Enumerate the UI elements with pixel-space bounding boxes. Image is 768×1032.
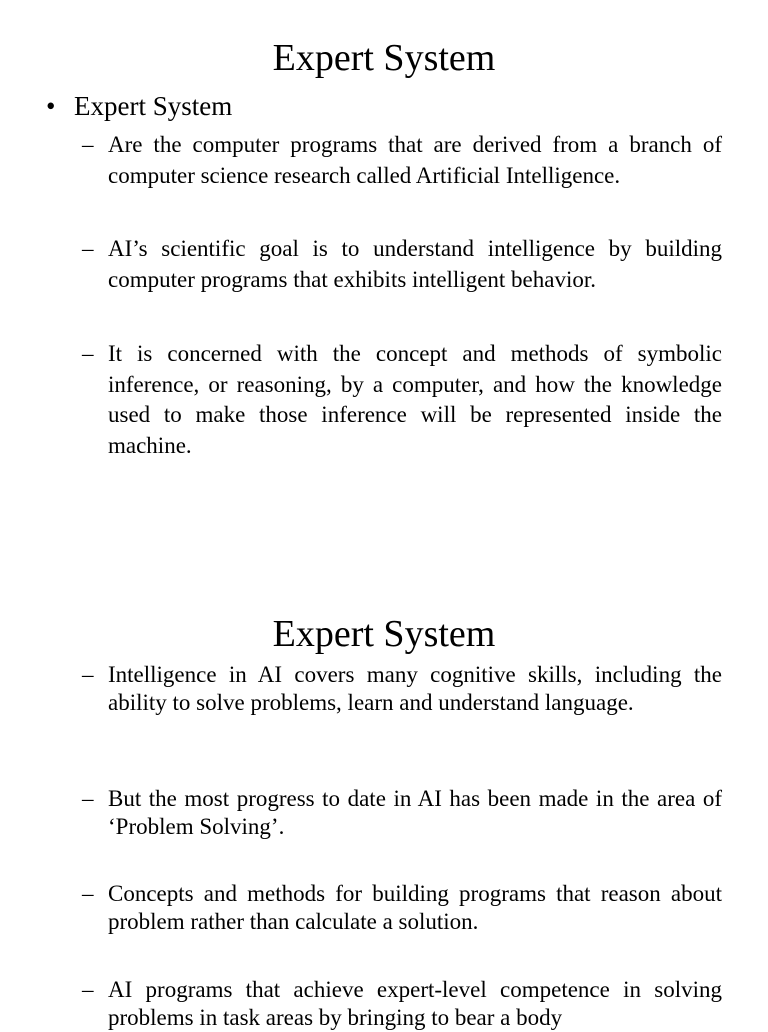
- slide-title: Expert System: [272, 37, 496, 79]
- sub-item-text: AI programs that achieve expert-level competence in solving problems in task areas by bringing to bear a body: [108, 977, 722, 1030]
- sub-item: [82, 130, 722, 191]
- sub-item-text: It is concerned with the concept and methods of symbolic inference, or reasoning, by a computer, and how the knowledge used to make those inference will be represented inside the machine.: [108, 341, 722, 458]
- bullet-marker: •: [46, 91, 56, 121]
- sub-item: [82, 785, 722, 841]
- sub-item: [82, 661, 722, 717]
- sub-item-text: But the most progress to date in AI has been made in the area of ‘Problem Solving’.: [108, 786, 722, 839]
- sub-item: [82, 339, 722, 461]
- dash-marker: –: [82, 132, 94, 157]
- dash-marker: –: [82, 341, 94, 366]
- bullet-text: Expert System: [74, 91, 233, 121]
- bullet-item: [46, 90, 232, 122]
- dash-marker: –: [82, 236, 94, 261]
- dash-marker: –: [82, 662, 94, 687]
- slide-title: Expert System: [272, 613, 496, 655]
- dash-marker: –: [82, 786, 94, 811]
- slide-2: [0, 580, 768, 1030]
- sub-item-text: Intelligence in AI covers many cognitive skills, including the ability to solve problems, learn and understand language.: [108, 662, 722, 715]
- sub-item: [82, 880, 722, 936]
- dash-marker: –: [82, 881, 94, 906]
- sub-item-text: AI’s scientific goal is to understand intelligence by building computer programs that exhibits intelligent behavior.: [108, 236, 722, 292]
- sub-item-text: Concepts and methods for building programs that reason about problem rather than calculate a solution.: [108, 881, 722, 934]
- sub-item: [82, 234, 722, 295]
- sub-item-text: Are the computer programs that are derived from a branch of computer science research called Artificial Intelligence.: [108, 132, 722, 188]
- dash-marker: –: [82, 977, 94, 1002]
